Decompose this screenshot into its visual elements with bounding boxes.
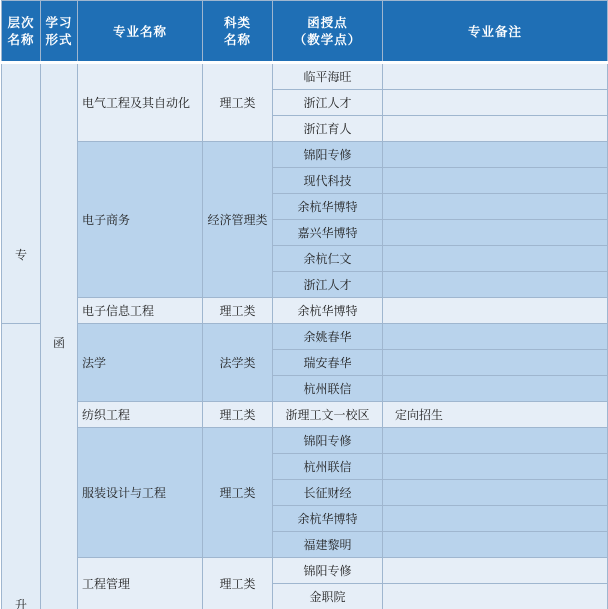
- major-name: 纺织工程: [78, 402, 203, 428]
- category-name: 理工类: [203, 402, 273, 428]
- header-mode-line2: 形式: [45, 32, 73, 47]
- header-point: [273, 1, 383, 63]
- major-name: 工程管理: [78, 558, 203, 609]
- table-row: [2, 558, 608, 584]
- teaching-point: 余姚春华: [273, 324, 383, 350]
- category-name: 理工类: [203, 558, 273, 609]
- teaching-point: 福建黎明: [273, 532, 383, 558]
- teaching-point: 余杭华博特: [273, 298, 383, 324]
- category-name: 理工类: [203, 63, 273, 142]
- teaching-point: 金职院: [273, 584, 383, 609]
- category-name: 理工类: [203, 298, 273, 324]
- header-level: [2, 1, 41, 63]
- teaching-point: 杭州联信: [273, 454, 383, 480]
- major-name: 电子商务: [78, 142, 203, 298]
- program-note: [383, 480, 608, 506]
- program-note: [383, 428, 608, 454]
- program-note: [383, 324, 608, 350]
- table-row: [2, 428, 608, 454]
- header-category: [203, 1, 273, 63]
- program-note: [383, 246, 608, 272]
- category-name: 理工类: [203, 428, 273, 558]
- table-row: [2, 402, 608, 428]
- teaching-point: 临平海旺: [273, 63, 383, 90]
- teaching-point: 余杭仁文: [273, 246, 383, 272]
- teaching-point: 杭州联信: [273, 376, 383, 402]
- program-note: [383, 220, 608, 246]
- teaching-point: 长征财经: [273, 480, 383, 506]
- program-note: [383, 584, 608, 609]
- level-cell-top: 专: [2, 63, 41, 324]
- header-note: 专业备注: [383, 1, 608, 63]
- program-note: [383, 142, 608, 168]
- program-note: [383, 376, 608, 402]
- major-name: 电子信息工程: [78, 298, 203, 324]
- teaching-point: 浙江人才: [273, 272, 383, 298]
- teaching-point: 浙江育人: [273, 116, 383, 142]
- header-level-line1: 层次: [7, 15, 35, 30]
- major-name: 服装设计与工程: [78, 428, 203, 558]
- program-note: [383, 168, 608, 194]
- program-note: [383, 298, 608, 324]
- header-mode-line1: 学习: [45, 15, 73, 30]
- teaching-point: 浙理工文一校区: [273, 402, 383, 428]
- header-category-line1: 科类: [223, 15, 251, 30]
- table-row: [2, 142, 608, 168]
- program-note: [383, 194, 608, 220]
- teaching-point: 浙江人才: [273, 90, 383, 116]
- program-table: [1, 0, 608, 609]
- teaching-point: 嘉兴华博特: [273, 220, 383, 246]
- program-note: [383, 272, 608, 298]
- header-point-line2: （教学点）: [293, 32, 362, 47]
- teaching-point: 余杭华博特: [273, 194, 383, 220]
- table-row: [2, 298, 608, 324]
- program-note: [383, 506, 608, 532]
- program-note: [383, 558, 608, 584]
- category-name: 经济管理类: [203, 142, 273, 298]
- program-note: [383, 63, 608, 90]
- program-note: [383, 454, 608, 480]
- program-note: [383, 532, 608, 558]
- major-name: 电气工程及其自动化: [78, 63, 203, 142]
- category-name: 法学类: [203, 324, 273, 402]
- program-note: [383, 90, 608, 116]
- teaching-point: 余杭华博特: [273, 506, 383, 532]
- table-row: [2, 324, 608, 350]
- teaching-point: 锦阳专修: [273, 558, 383, 584]
- header-point-line1: 函授点: [307, 15, 348, 30]
- teaching-point: 锦阳专修: [273, 142, 383, 168]
- header-major: 专业名称: [78, 1, 203, 63]
- table-row: [2, 63, 608, 90]
- teaching-point: 瑞安春华: [273, 350, 383, 376]
- table-header: [2, 1, 608, 63]
- mode-cell: 函: [41, 63, 78, 609]
- major-name: 法学: [78, 324, 203, 402]
- teaching-point: 锦阳专修: [273, 428, 383, 454]
- header-level-line2: 名称: [7, 32, 35, 47]
- program-note: 定向招生: [383, 402, 608, 428]
- program-note: [383, 116, 608, 142]
- header-category-line2: 名称: [223, 32, 251, 47]
- level-cell-bottom: 升: [2, 324, 41, 609]
- header-mode: [41, 1, 78, 63]
- program-note: [383, 350, 608, 376]
- teaching-point: 现代科技: [273, 168, 383, 194]
- table-body: [2, 63, 608, 609]
